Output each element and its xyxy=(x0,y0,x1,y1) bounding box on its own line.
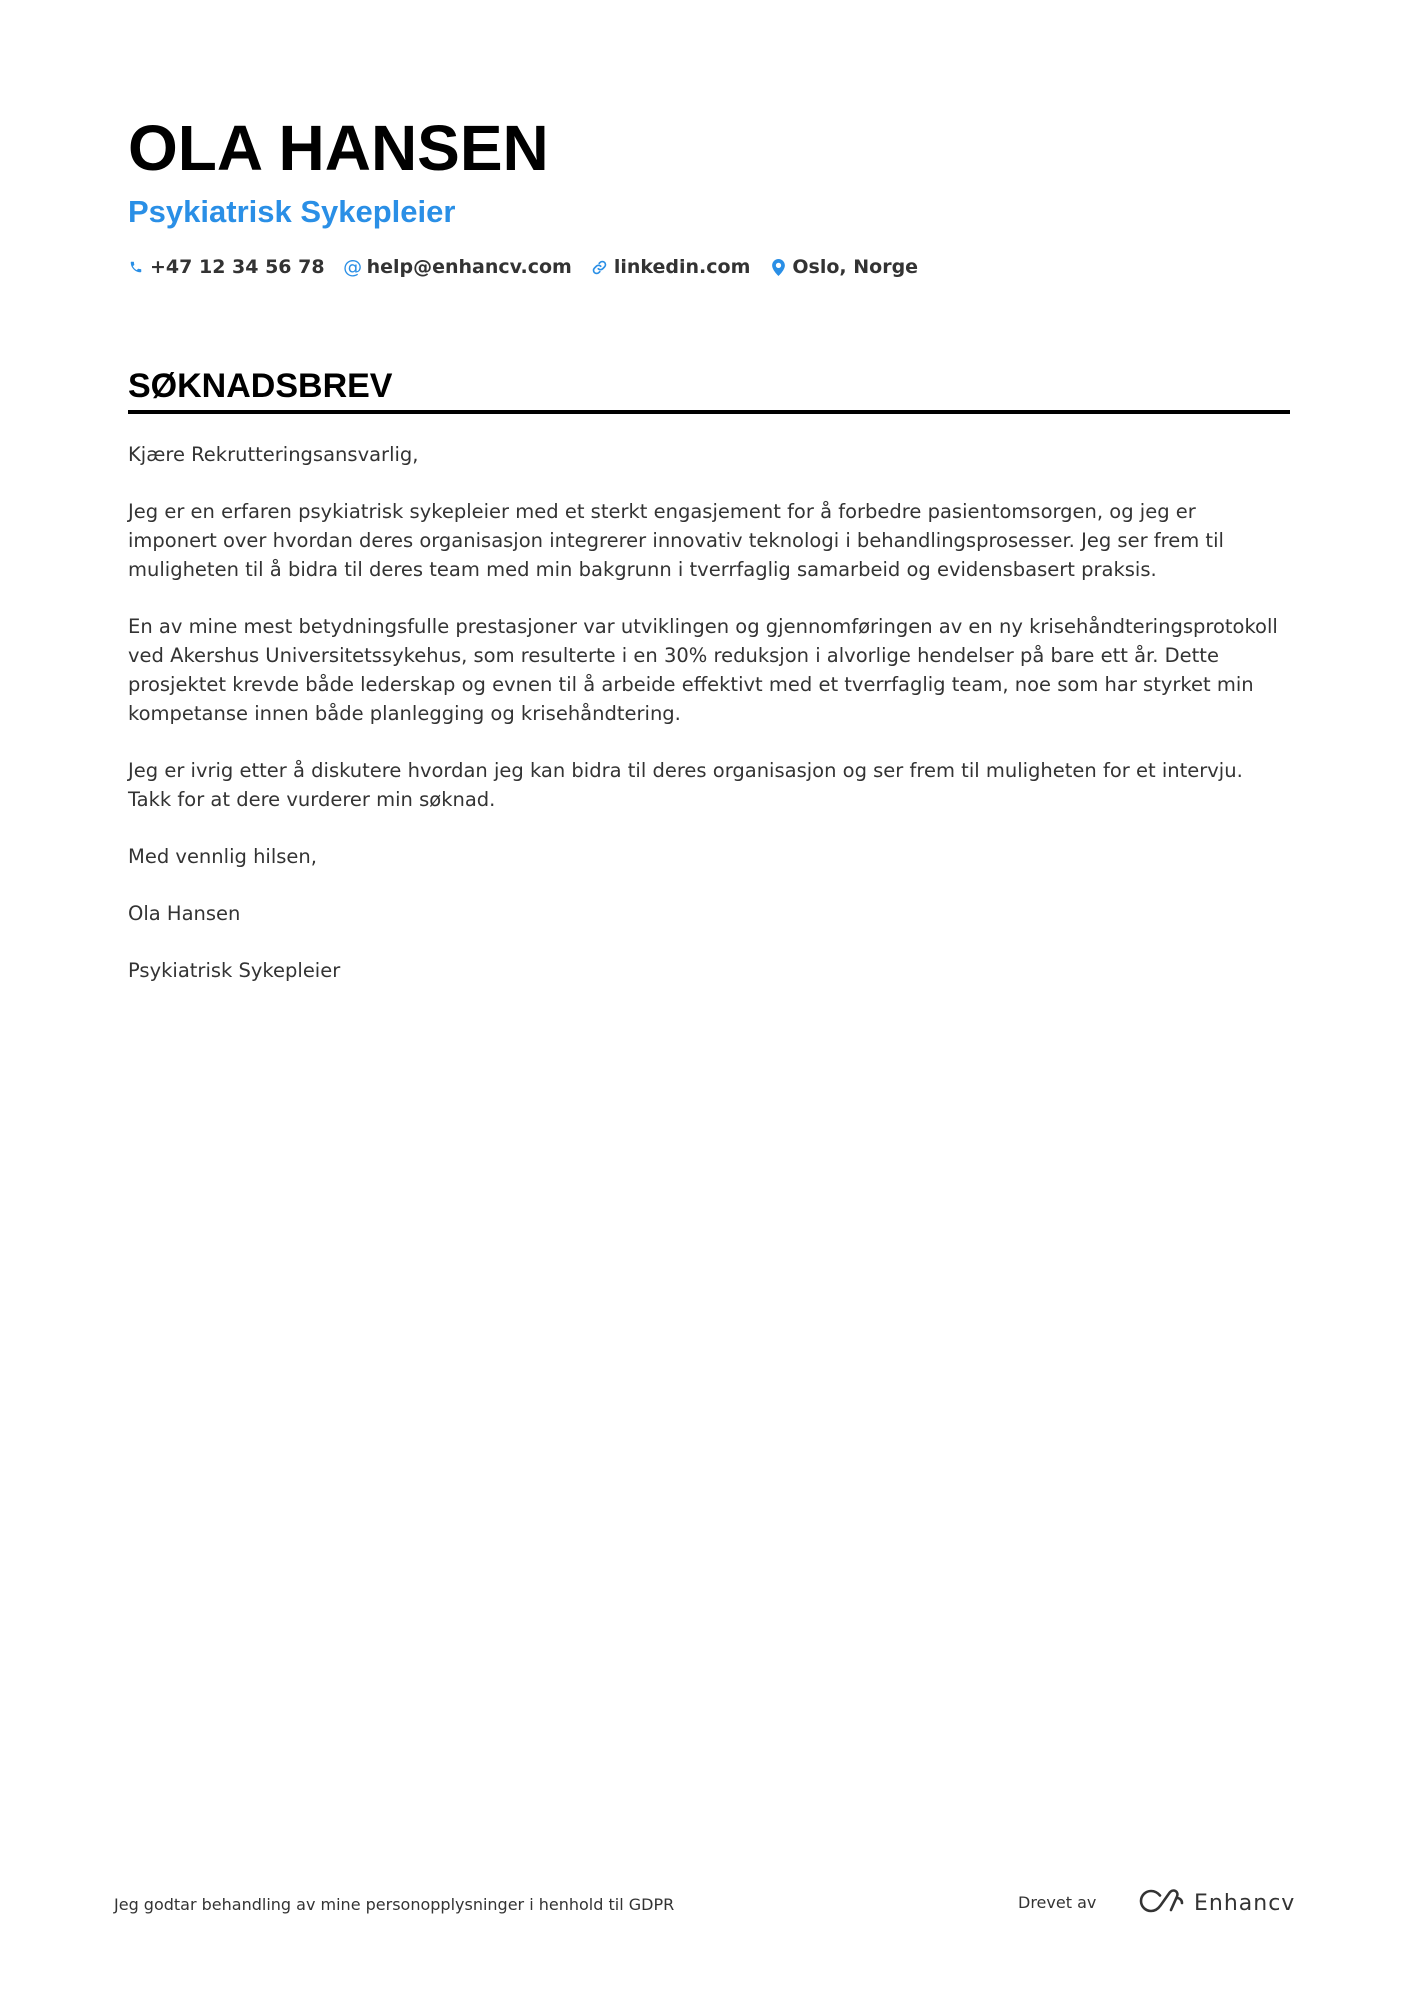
letter-paragraph-1: Jeg er en erfaren psykiatrisk sykepleier med et sterkt engasjement for å forbedre pasientomsorgen, og jeg er imponert over hvordan deres organisasjon integrerer innovativ teknologi i behandlingsprosesser. Jeg ser frem til muligheten til å bidra til deres team med min bakgrunn i tverrfaglig samarbeid og evidensbasert praksis. xyxy=(128,500,1224,581)
phone-number: +47 12 34 56 78 xyxy=(150,256,325,278)
enhancv-brand-name: Enhancv xyxy=(1194,1890,1296,1916)
contact-location xyxy=(770,256,918,278)
at-icon: @ xyxy=(343,256,363,278)
enhancv-brand[interactable] xyxy=(1138,1888,1295,1918)
letter-closing: Med vennlig hilsen, xyxy=(128,845,317,868)
contact-email[interactable] xyxy=(345,256,572,278)
section-heading: SØKNADSBREV xyxy=(128,367,393,405)
map-pin-icon xyxy=(770,258,786,276)
letter-greeting: Kjære Rekrutteringsansvarlig, xyxy=(128,443,419,466)
location-text: Oslo, Norge xyxy=(792,256,919,278)
enhancv-logo-icon xyxy=(1138,1888,1186,1918)
signature-name: Ola Hansen xyxy=(128,902,241,925)
signature-title: Psykiatrisk Sykepleier xyxy=(128,959,341,982)
applicant-name: OLA HANSEN xyxy=(128,112,549,184)
powered-by-label: Drevet av xyxy=(1018,1893,1097,1912)
link-icon xyxy=(592,258,608,276)
letter-paragraph-3: Jeg er ivrig etter å diskutere hvordan jeg kan bidra til deres organisasjon og ser frem til muligheten for et intervju. Takk for at dere vurderer min søknad. xyxy=(128,759,1243,811)
contact-bar xyxy=(128,252,918,282)
contact-phone xyxy=(128,256,325,278)
contact-linkedin[interactable] xyxy=(592,256,751,278)
applicant-title: Psykiatrisk Sykepleier xyxy=(128,194,456,229)
letter-paragraph-2: En av mine mest betydningsfulle prestasjoner var utviklingen og gjennomføringen av en ny krisehåndteringsprotokoll ved Akershus Universitetssykehus, som resulterte i en 30% reduksjon i alvorlige hendelser på bare ett år. Dette prosjektet krevde både lederskap og evnen til å arbeide effektivt med et tverrfaglig team, noe som har styrket min kompetanse innen både planlegging og krisehåndtering. xyxy=(128,615,1278,725)
section-divider xyxy=(128,410,1290,414)
phone-icon xyxy=(128,258,144,276)
linkedin-link[interactable]: linkedin.com xyxy=(613,256,751,278)
gdpr-consent-note: Jeg godtar behandling av mine personopplysninger i henhold til GDPR xyxy=(114,1895,675,1914)
email-address[interactable]: help@enhancv.com xyxy=(366,256,572,278)
letter-body xyxy=(128,440,1290,1013)
